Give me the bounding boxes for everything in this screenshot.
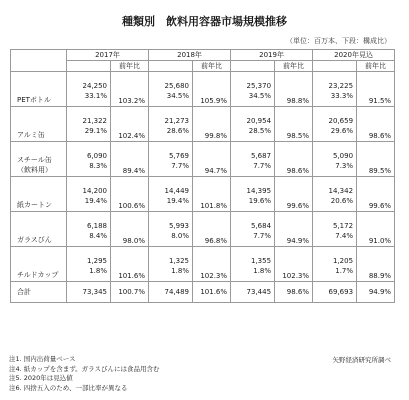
yoy-cell: 99.8% [193,107,231,142]
total-yoy-cell: 101.6% [193,282,231,303]
value-cell: 5,687 [231,142,275,162]
yoy-cell: 89.4% [111,142,149,177]
row-label [11,72,67,107]
share-cell: 1.8% [231,266,275,282]
total-value-cell: 74,489 [149,282,193,303]
yoy-cell: 94.9% [275,212,313,247]
table-row [11,107,395,127]
yoy-cell: 98.6% [357,107,395,142]
yoy-cell: 98.6% [275,142,313,177]
share-cell: 28.6% [149,126,193,142]
year-header: 2019年 [231,50,313,61]
unit-note: （単位：百万本、下段：構成比） [286,37,391,45]
value-cell: 5,769 [149,142,193,162]
share-cell: 8.0% [149,231,193,247]
value-subheader [231,61,275,72]
table-row [11,212,395,232]
share-cell: 29.1% [67,126,111,142]
year-header: 2020年見込 [313,50,395,61]
value-subheader [67,61,111,72]
row-label [11,247,67,282]
yoy-header: 前年比 [275,61,313,72]
value-cell: 1,325 [149,247,193,267]
share-cell: 20.6% [313,196,357,212]
yoy-cell: 94.7% [193,142,231,177]
footnote: 注4. 紙カップを含まず。ガラスびんには食品用含む [9,364,160,373]
yoy-cell: 101.6% [111,247,149,282]
total-value-cell: 73,445 [231,282,275,303]
market-size-table [10,49,395,303]
share-cell: 33.3% [313,91,357,107]
yoy-cell: 101.8% [193,177,231,212]
value-cell: 14,449 [149,177,193,197]
value-cell: 6,090 [67,142,111,162]
total-yoy-cell: 94.9% [357,282,395,303]
yoy-header: 前年比 [357,61,395,72]
total-label: 合計 [11,282,67,303]
value-cell: 14,200 [67,177,111,197]
row-label-text: スチール缶 [17,156,52,164]
share-cell: 7.4% [313,231,357,247]
total-row [11,282,395,303]
share-cell: 34.5% [149,91,193,107]
share-cell: 1.8% [149,266,193,282]
corner-cell [11,50,67,72]
source-credit: 矢野経済研究所調べ [332,356,391,364]
row-label [11,177,67,212]
page-title: 種類別 飲料用容器市場規模推移 [122,15,287,28]
share-cell: 1.8% [67,266,111,282]
value-cell: 23,225 [313,72,357,92]
yoy-cell: 98.5% [275,107,313,142]
share-cell: 7.7% [231,161,275,177]
share-cell: 19.4% [149,196,193,212]
value-cell: 20,954 [231,107,275,127]
share-cell: 34.5% [231,91,275,107]
yoy-cell: 91.0% [357,212,395,247]
row-label [11,212,67,247]
yoy-cell: 98.8% [275,72,313,107]
yoy-cell: 88.9% [357,247,395,282]
table-row [11,247,395,267]
row-label-sub: （飲料用） [17,166,52,174]
value-cell: 25,680 [149,72,193,92]
yoy-cell: 102.3% [193,247,231,282]
yoy-cell: 102.4% [111,107,149,142]
yoy-cell: 91.5% [357,72,395,107]
share-cell: 1.7% [313,266,357,282]
yoy-header: 前年比 [111,61,149,72]
share-cell: 33.1% [67,91,111,107]
yoy-cell: 96.8% [193,212,231,247]
value-cell: 21,273 [149,107,193,127]
share-cell: 19.4% [67,196,111,212]
yoy-cell: 89.5% [357,142,395,177]
row-label-text: アルミ缶 [17,131,45,139]
value-cell: 14,342 [313,177,357,197]
row-label-text: PETボトル [17,96,51,104]
table-row [11,142,395,162]
value-cell: 5,684 [231,212,275,232]
share-cell: 7.7% [231,231,275,247]
row-label [11,142,67,177]
share-cell: 8.4% [67,231,111,247]
value-cell: 14,395 [231,177,275,197]
yoy-cell: 100.6% [111,177,149,212]
value-cell: 21,322 [67,107,111,127]
yoy-cell: 105.9% [193,72,231,107]
yoy-cell: 99.6% [275,177,313,212]
total-yoy-cell: 98.6% [275,282,313,303]
share-cell: 8.3% [67,161,111,177]
yoy-cell: 102.3% [275,247,313,282]
row-label-text: ガラスびん [17,236,52,244]
total-value-cell: 69,693 [313,282,357,303]
row-label-text: 紙カートン [17,201,52,209]
share-cell: 28.5% [231,126,275,142]
share-cell: 19.6% [231,196,275,212]
yoy-cell: 99.6% [357,177,395,212]
yoy-header: 前年比 [193,61,231,72]
footnotes [9,355,160,393]
value-cell: 5,090 [313,142,357,162]
value-cell: 1,205 [313,247,357,267]
value-cell: 1,355 [231,247,275,267]
footnote: 注6. 四捨五入のため、一部比率が異なる [9,383,128,392]
year-header: 2018年 [149,50,231,61]
value-cell: 24,250 [67,72,111,92]
total-value-cell: 73,345 [67,282,111,303]
year-header: 2017年 [67,50,149,61]
share-cell: 7.7% [149,161,193,177]
value-cell: 1,295 [67,247,111,267]
value-cell: 20,659 [313,107,357,127]
value-cell: 25,370 [231,72,275,92]
value-subheader [149,61,193,72]
value-cell: 5,172 [313,212,357,232]
share-cell: 7.3% [313,161,357,177]
row-label-text: チルドカップ [17,271,59,279]
total-yoy-cell: 100.7% [111,282,149,303]
footnote: 注1. 国内出荷量ベース [9,355,76,363]
table-row [11,177,395,197]
row-label [11,107,67,142]
value-cell: 6,188 [67,212,111,232]
table-row [11,72,395,92]
share-cell: 29.6% [313,126,357,142]
yoy-cell: 103.2% [111,72,149,107]
yoy-cell: 98.0% [111,212,149,247]
value-cell: 5,993 [149,212,193,232]
footnote: 注5. 2020年は見込値 [9,374,73,382]
value-subheader [313,61,357,72]
